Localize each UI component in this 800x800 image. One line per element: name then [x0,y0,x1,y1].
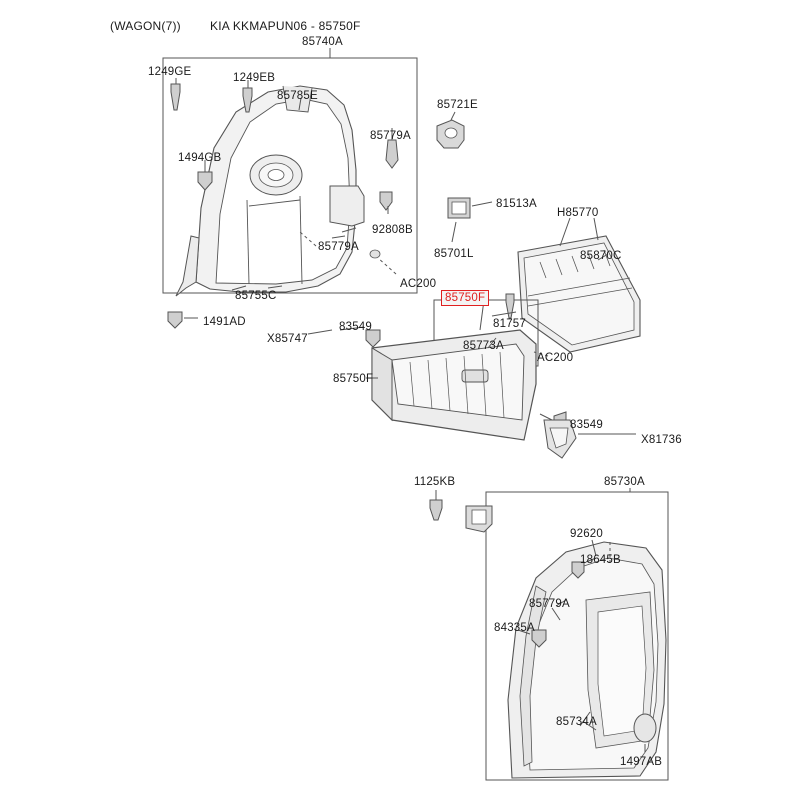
part-label-85785e: 85785E [277,90,318,102]
part-label-1497ab: 1497AB [620,756,663,768]
part-label-1249ge: 1249GE [148,66,192,78]
part-label-h85770: H85770 [557,207,599,219]
part-label-81513a: 81513A [496,198,537,210]
part-label-85701l: 85701L [434,248,474,260]
part-label-x81736: X81736 [641,434,682,446]
part-label-85773a: 85773A [463,340,504,352]
part-label-85755c: 85755C [235,290,277,302]
part-label-85730a: 85730A [604,476,645,488]
part-label-1249eb: 1249EB [233,72,276,84]
part-label-kiakkmapun0685750f: KIA KKMAPUN06 - 85750F [210,19,361,33]
part-label-85734a: 85734A [556,716,597,728]
part-label-1491ad: 1491AD [203,316,246,328]
part-label-85721e: 85721E [437,99,478,111]
part-label-83549: 83549 [339,321,372,333]
part-label-85779a: 85779A [318,241,359,253]
part-label-85740a: 85740A [302,36,343,48]
part-group-85701L [448,198,492,242]
part-label-92808b: 92808B [372,224,413,236]
part-label-83549: 83549 [570,419,603,431]
part-label-ac200: AC200 [537,352,574,364]
part-label-84335a: 84335A [494,622,535,634]
part-label-85779a: 85779A [529,598,570,610]
part-group-85730A [430,488,668,780]
part-group-H85770 [518,218,640,352]
part-label-85779a: 85779A [370,130,411,142]
part-label-x85747: X85747 [267,333,308,345]
part-label-wagon7: (WAGON(7)) [110,19,181,33]
part-label-85750f[interactable]: 85750F [441,290,489,306]
part-label-85750f: 85750F [333,373,374,385]
part-label-85870c: 85870C [580,250,622,262]
part-label-81757: 81757 [493,318,526,330]
part-label-92620: 92620 [570,528,603,540]
part-label-1494gb: 1494GB [178,152,222,164]
part-label-18645b: 18645B [580,554,621,566]
part-label-ac200: AC200 [400,278,437,290]
part-label-1125kb: 1125KB [414,476,456,488]
